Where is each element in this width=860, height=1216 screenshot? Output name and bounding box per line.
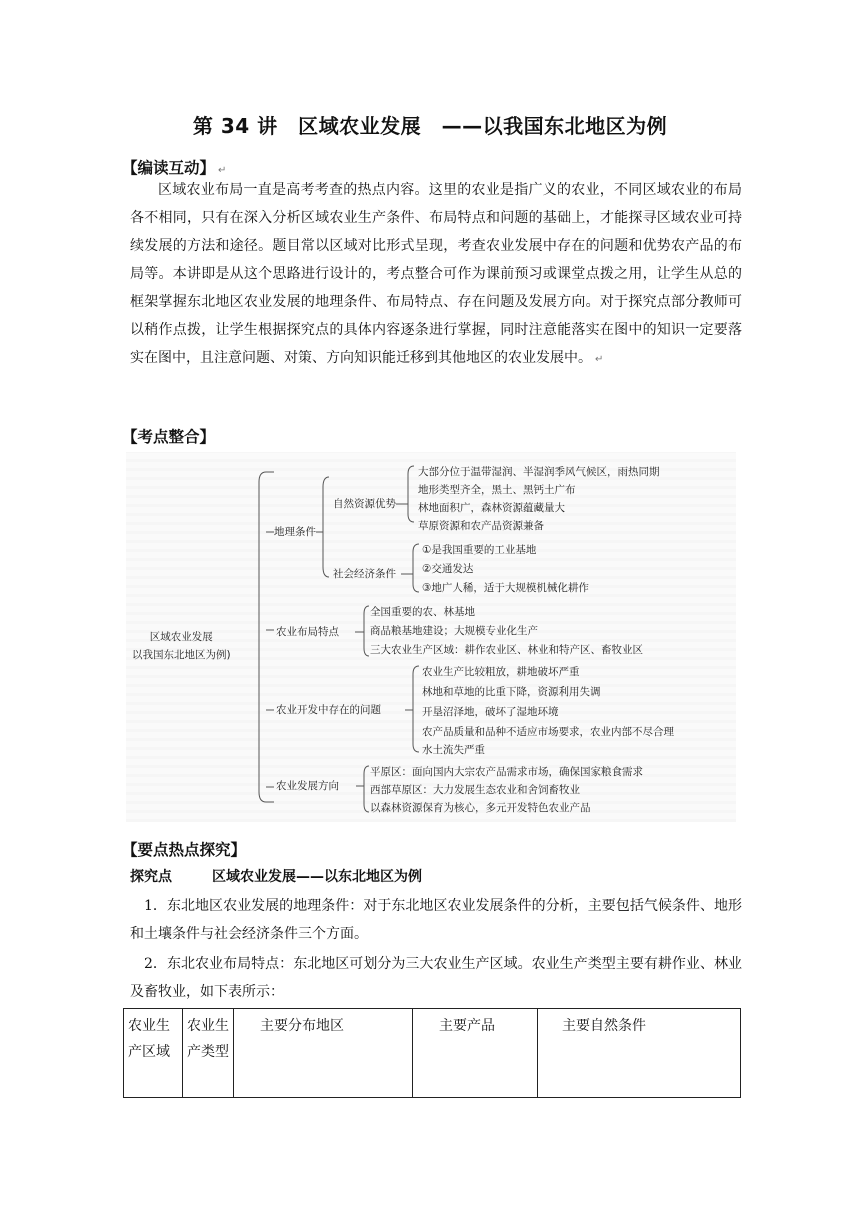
point-1-text: 1．东北地区农业发展的地理条件：对于东北地区农业发展条件的分析，主要包括气候条件、地形和土壤条件与社会经济条件三个方面。	[130, 898, 742, 942]
table-header-cell: 农业生产区域	[124, 1009, 183, 1098]
problem-item: 林地和草地的比重下降，资源利用失调	[422, 686, 601, 698]
problem-item: 农产品质量和品种不适应市场要求，农业内部不尽合理	[422, 726, 674, 738]
node-geo-conditions: 地理条件	[274, 526, 316, 538]
point-2	[130, 950, 742, 1006]
node-layout: 农业布局特点	[276, 626, 339, 638]
node-social-economy: 社会经济条件	[333, 568, 396, 580]
node-direction: 农业发展方向	[276, 780, 339, 792]
intro-paragraph-text: 区域农业布局一直是高考考查的热点内容。这里的农业是指广义的农业，不同区域农业的布局各不相同，只有在深入分析区域农业生产条件、布局特点和问题的基础上，才能探寻区域农业可持续发展的方法和途径。题目常以区域对比形式呈现，考查农业发展中存在的问题和优势农产品的布局等。本讲即是从这个思路进行设计的，考点整合可作为课前预习或课堂点拨之用，让学生从总的框架掌握东北地区农业发展的地理条件、布局特点、存在问题及发展方向。对于探究点部分教师可以稍作点拨，让学生根据探究点的具体内容逐条进行掌握，同时注意能落实在图中的知识一定要落实在图中，且注意问题、对策、方向知识能迁移到其他地区的农业发展中。	[130, 182, 742, 366]
social-item: ①是我国重要的工业基地	[422, 544, 537, 556]
point-2-text: 2．东北农业布局特点：东北地区可划分为三大农业生产区域。农业生产类型主要有耕作业、林业及畜牧业，如下表所示：	[130, 956, 742, 1000]
knowledge-diagram	[126, 452, 736, 822]
page-title: 第 34 讲 区域农业发展 ——以我国东北地区为例	[192, 114, 668, 138]
paragraph-mark-icon: ↵	[595, 354, 604, 365]
hotspot-heading: 【要点热点探究】	[122, 841, 247, 859]
table-header-row	[124, 1009, 741, 1098]
direction-item: 以森林资源保育为核心，多元开发特色农业产品	[370, 802, 591, 814]
intro-heading-text: 【编读互动】	[122, 159, 216, 177]
probe-label: 探究点	[130, 869, 172, 885]
layout-item: 全国重要的农、林基地	[370, 606, 475, 618]
social-item: ③地广人稀，适于大规模机械化耕作	[422, 582, 589, 594]
probe-line	[130, 866, 422, 886]
natural-item: 大部分位于温带湿润、半湿润季风气候区，雨热同期	[418, 466, 660, 478]
problem-item: 农业生产比较粗放，耕地破坏严重	[422, 666, 580, 678]
point-1	[130, 892, 742, 948]
table-header-cell: 主要分布地区	[234, 1009, 413, 1098]
direction-item: 西部草原区：大力发展生态农业和舍饲畜牧业	[370, 784, 580, 796]
natural-item: 林地面积广，森林资源蕴藏量大	[418, 502, 565, 514]
agriculture-table	[123, 1008, 741, 1098]
natural-item: 草原资源和农产品资源兼备	[418, 520, 544, 532]
table-header-cell: 主要自然条件	[538, 1009, 741, 1098]
integration-heading: 【考点整合】	[122, 428, 216, 446]
probe-title: 区域农业发展——以东北地区为例	[212, 869, 422, 885]
node-natural-resources: 自然资源优势	[333, 498, 396, 510]
social-item: ②交通发达	[422, 563, 474, 575]
layout-item: 商品粮基地建设；大规模专业化生产	[370, 625, 538, 637]
direction-item: 平原区：面向国内大宗农产品需求市场，确保国家粮食需求	[370, 766, 643, 778]
table-header-cell: 主要产品	[413, 1009, 538, 1098]
diagram-root: 区域农业发展 以我国东北地区为例)	[132, 631, 231, 661]
intro-heading	[122, 156, 226, 178]
problem-item: 开垦沼泽地，破坏了湿地环境	[422, 706, 559, 718]
problem-item: 水土流失严重	[422, 744, 485, 756]
node-problems: 农业开发中存在的问题	[276, 704, 381, 716]
paragraph-mark-icon: ↵	[218, 165, 227, 176]
intro-paragraph	[130, 176, 742, 374]
layout-item: 三大农业生产区域：耕作农业区、林业和特产区、畜牧业区	[370, 644, 643, 656]
natural-item: 地形类型齐全，黑土、黑钙土广布	[418, 484, 576, 496]
table-header-cell: 农业生产类型	[183, 1009, 234, 1098]
